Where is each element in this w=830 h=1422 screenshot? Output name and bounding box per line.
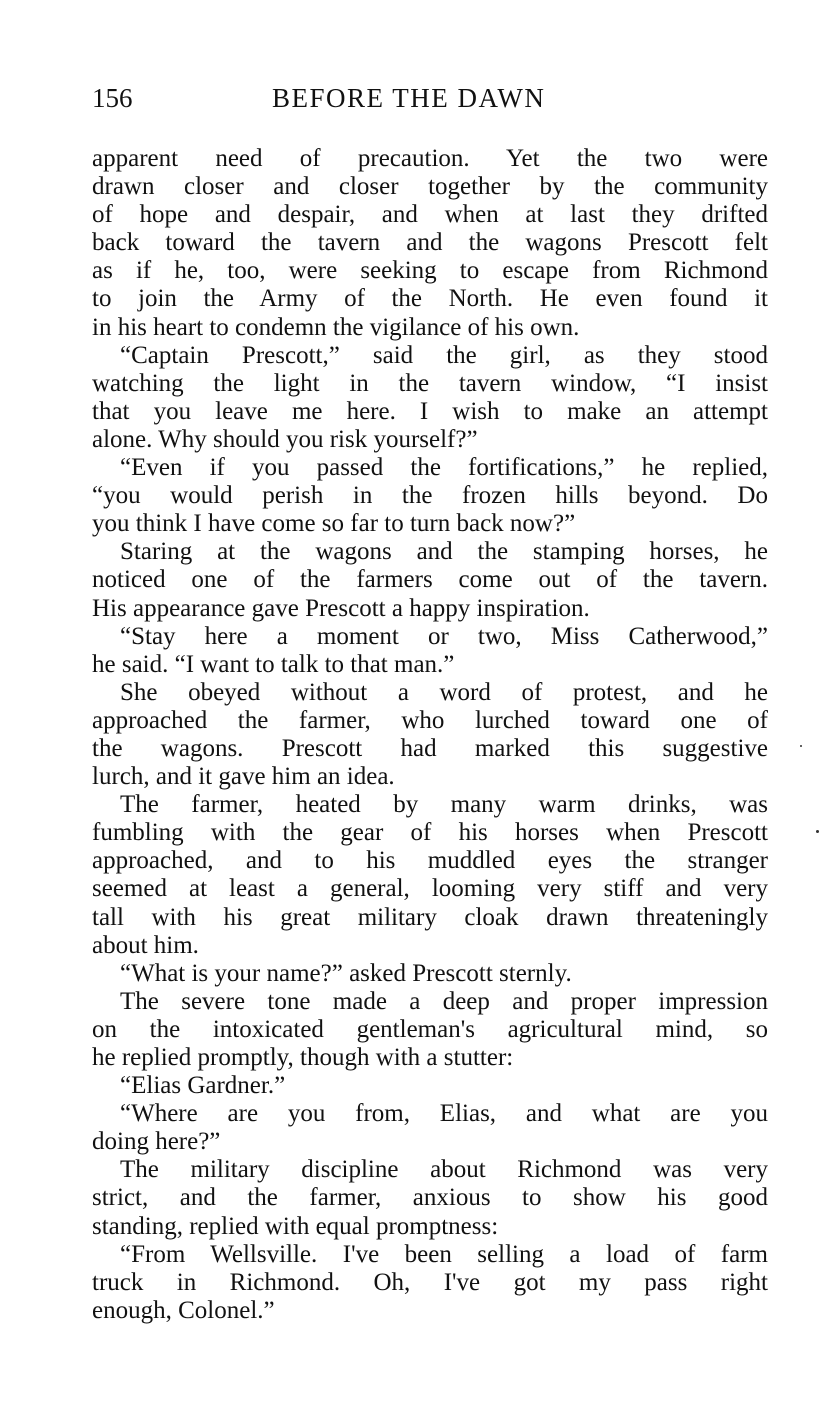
page-number: 156 <box>92 83 133 113</box>
text-line: of hope and despair, and when at last they drifted <box>92 201 768 229</box>
text-line: apparent need of precaution. Yet the two were <box>92 145 768 172</box>
text-line: His appearance gave Prescott a happy inspiration. <box>92 594 590 622</box>
text-line: tall with his great military cloak drawn threateningly <box>92 903 768 931</box>
text-line: Staring at the wagons and the stamping horses, he <box>120 538 768 566</box>
text-line: lurch, and it gave him an idea. <box>92 763 395 791</box>
text-line: “you would perish in the frozen hills beyond. Do <box>92 482 768 510</box>
text-line: “Even if you passed the fortifications,” he replied, <box>120 454 768 482</box>
text-line: “What is your name?” asked Prescott sternly. <box>120 959 572 987</box>
running-title: BEFORE THE DAWN <box>272 83 546 113</box>
paper-speck <box>800 745 802 747</box>
text-line: approached the farmer, who lurched toward one of <box>92 706 768 734</box>
text-line: standing, replied with equal promptness: <box>92 1212 499 1240</box>
text-line: “Captain Prescott,” said the girl, as they stood <box>120 341 768 369</box>
text-line: alone. Why should you risk yourself?” <box>92 425 478 453</box>
text-line: as if he, too, were seeking to escape from Richmond <box>92 257 768 285</box>
text-line: “Where are you from, Elias, and what are you <box>120 1100 768 1128</box>
text-line: in his heart to condemn the vigilance of his own. <box>92 313 580 341</box>
paper-speck <box>816 830 819 833</box>
text-line: drawn closer and closer together by the community <box>92 173 768 201</box>
text-line: strict, and the farmer, anxious to show his good <box>92 1184 768 1212</box>
text-line: The farmer, heated by many warm drinks, was <box>120 791 768 819</box>
text-line: The military discipline about Richmond was very <box>120 1156 768 1184</box>
text-line: the wagons. Prescott had marked this suggestive <box>92 734 768 762</box>
text-line: enough, Colonel.” <box>92 1296 275 1324</box>
text-line: truck in Richmond. Oh, I've got my pass right <box>92 1268 768 1296</box>
text-line: watching the light in the tavern window, “I insist <box>92 369 768 397</box>
text-line: he said. “I want to talk to that man.” <box>92 650 455 678</box>
text-line: “From Wellsville. I've been selling a load of farm <box>120 1240 768 1268</box>
text-line: “Stay here a moment or two, Miss Catherwood,” <box>120 622 768 650</box>
text-line: to join the Army of the North. He even found it <box>92 285 768 313</box>
page-header <box>92 78 770 118</box>
text-line: doing here?” <box>92 1128 221 1156</box>
text-line: you think I have come so far to turn back now?” <box>92 510 576 538</box>
text-line: “Elias Gardner.” <box>120 1072 286 1100</box>
text-line: back toward the tavern and the wagons Prescott felt <box>92 229 768 257</box>
body-text <box>92 145 768 1325</box>
text-line: approached, and to his muddled eyes the stranger <box>92 847 768 875</box>
text-line: that you leave me here. I wish to make an attempt <box>92 397 768 425</box>
text-line: fumbling with the gear of his horses when Prescott <box>92 819 768 847</box>
text-line: on the intoxicated gentleman's agricultural mind, so <box>92 1015 768 1043</box>
text-line: he replied promptly, though with a stutter: <box>92 1044 514 1071</box>
text-line: seemed at least a general, looming very stiff and very <box>92 875 768 903</box>
text-line: about him. <box>92 931 199 959</box>
text-line: noticed one of the farmers come out of the tavern. <box>92 566 768 594</box>
text-line: The severe tone made a deep and proper impression <box>120 987 768 1015</box>
text-line: She obeyed without a word of protest, and he <box>120 678 768 706</box>
